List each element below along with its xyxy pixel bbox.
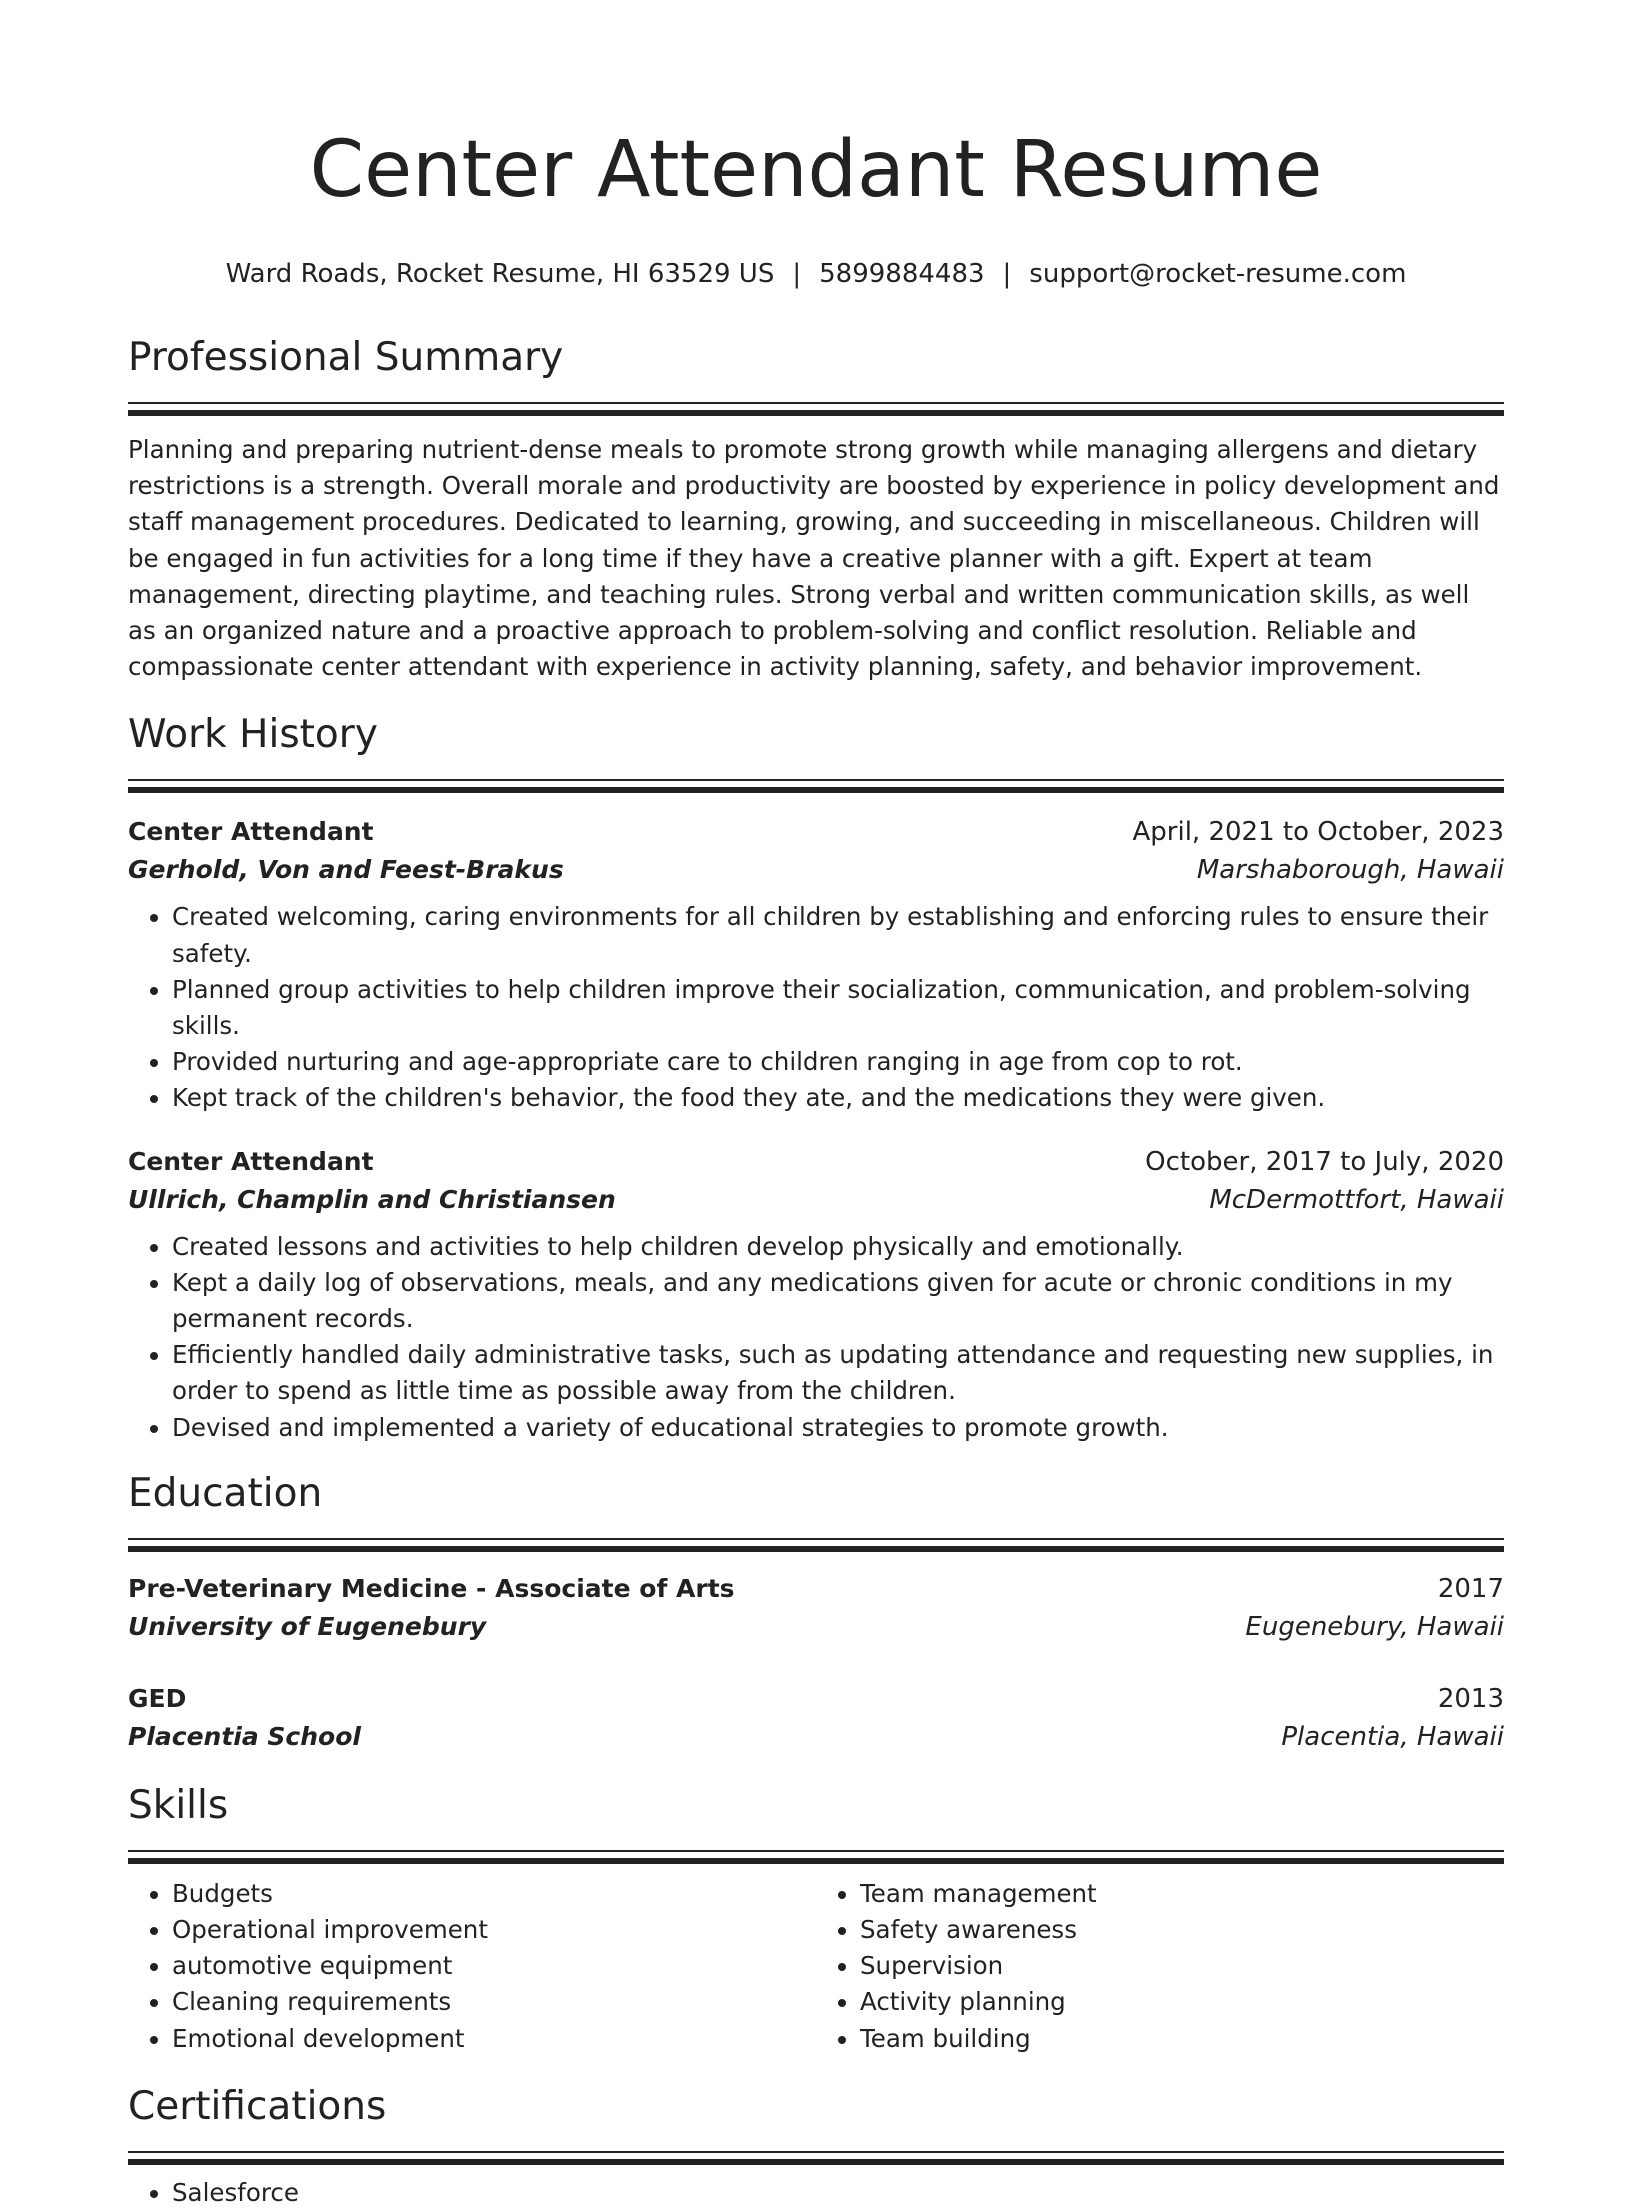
job-location: McDermottfort, Hawaii [1209, 1184, 1504, 1215]
job-title: Center Attendant [128, 1146, 374, 1176]
summary-section [128, 332, 1504, 685]
section-divider-thick [128, 787, 1504, 793]
section-divider [128, 1538, 1504, 1540]
education-header-row [128, 1570, 1504, 1608]
skills-list-left [128, 1876, 816, 2057]
job-company: Gerhold, Von and Feest-Brakus [128, 855, 564, 885]
education-degree: Pre-Veterinary Medicine - Associate of Arts [128, 1573, 735, 1603]
job-company: Ullrich, Champlin and Christiansen [128, 1184, 616, 1214]
list-item: • Planned group activities to help children improve their socialization, communication, and problem-solving skills. [172, 972, 1504, 1044]
summary-heading: Professional Summary [128, 335, 564, 380]
job-bullets [128, 899, 1504, 1116]
contact-address: Ward Roads, Rocket Resume, HI 63529 US [225, 259, 775, 289]
education-location: Eugenebury, Hawaii [1245, 1611, 1504, 1642]
certifications-section [128, 2081, 1504, 2211]
education-school: University of Eugenebury [128, 1611, 487, 1641]
list-item: • Devised and implemented a variety of educational strategies to promote growth. [172, 1410, 1504, 1446]
section-divider [128, 2151, 1504, 2153]
education-entry [128, 1680, 1504, 1756]
education-school: Placentia School [128, 1721, 361, 1751]
education-year: 2013 [1437, 1683, 1504, 1714]
section-divider [128, 402, 1504, 404]
job-location: Marshaborough, Hawaii [1196, 855, 1504, 886]
job-company-row [128, 851, 1504, 889]
skills-columns [128, 1876, 1504, 2057]
section-divider-thick [128, 2159, 1504, 2165]
list-item: • Team building [860, 2021, 1504, 2057]
job-header-row [128, 1143, 1504, 1181]
education-school-row [128, 1608, 1504, 1646]
list-item: • Activity planning [860, 1984, 1504, 2020]
section-divider-thick [128, 410, 1504, 416]
job-dates: April, 2021 to October, 2023 [1132, 817, 1504, 848]
contact-separator: | [1002, 259, 1012, 289]
job-entry [128, 813, 1504, 1116]
list-item: • Budgets [172, 1876, 816, 1912]
education-entry [128, 1570, 1504, 1646]
section-divider-thick [128, 1858, 1504, 1864]
list-item: • Created welcoming, caring environments for all children by establishing and enforcing rules to ensure their safety. [172, 899, 1504, 971]
section-divider [128, 779, 1504, 781]
list-item: • Salesforce [172, 2175, 1504, 2211]
list-item: • Supervision [860, 1948, 1504, 1984]
list-item: • Emotional development [172, 2021, 816, 2057]
education-school-row [128, 1718, 1504, 1756]
education-location: Placentia, Hawaii [1281, 1721, 1504, 1752]
section-divider [128, 1850, 1504, 1852]
work-history-heading: Work History [128, 712, 378, 758]
certifications-list [128, 2175, 1504, 2211]
list-item: • Team management [860, 1876, 1504, 1912]
list-item: • Operational improvement [172, 1912, 816, 1948]
job-dates: October, 2017 to July, 2020 [1145, 1146, 1504, 1177]
list-item: • Cleaning requirements [172, 1984, 816, 2020]
contact-separator: | [792, 259, 802, 289]
education-heading: Education [128, 1470, 323, 1516]
section-divider-thick [128, 1546, 1504, 1552]
certifications-heading: Certifications [128, 2083, 387, 2129]
job-title: Center Attendant [128, 817, 374, 847]
contact-email: support@rocket-resume.com [1029, 259, 1407, 289]
list-item: • Kept track of the children's behavior, the food they ate, and the medications they were given. [172, 1080, 1504, 1116]
education-year: 2017 [1437, 1573, 1504, 1604]
list-item: • Kept a daily log of observations, meals, and any medications given for acute or chronic conditions in my permanent records. [172, 1265, 1504, 1337]
list-item: • Provided nurturing and age-appropriate care to children ranging in age from cop to rot. [172, 1044, 1504, 1080]
list-item: • Efficiently handled daily administrative tasks, such as updating attendance and requesting new supplies, in order to spend as little time as possible away from the children. [172, 1337, 1504, 1409]
contact-phone: 5899884483 [819, 259, 985, 289]
education-section [128, 1468, 1504, 1756]
job-bullets [128, 1229, 1504, 1446]
summary-text: Planning and preparing nutrient-dense meals to promote strong growth while managing allergens and dietary restrictions is a strength. Overall morale and productivity are boosted by experience in policy development and staff management procedures. Dedicated to learning, growing, and succeeding in miscellaneous. Children will be engaged in fun activities for a long time if they have a creative planner with a gift. Expert at team management, directing playtime, and teaching rules. Strong verbal and written communication skills, as well as an organized nature and a proactive approach to problem-solving and conflict resolution. Reliable and compassionate center attendant with experience in activity planning, safety, and behavior improvement. [128, 435, 1500, 682]
skills-section [128, 1780, 1504, 2057]
skills-heading: Skills [128, 1782, 229, 1828]
list-item: • automotive equipment [172, 1948, 816, 1984]
list-item: • Created lessons and activities to help children develop physically and emotionally. [172, 1229, 1504, 1265]
contact-line [128, 254, 1504, 294]
work-history-section [128, 709, 1504, 1445]
job-header-row [128, 813, 1504, 851]
skills-list-right [816, 1876, 1504, 2057]
education-header-row [128, 1680, 1504, 1718]
page-title: Center Attendant Resume [309, 125, 1323, 215]
job-company-row [128, 1181, 1504, 1219]
job-entry [128, 1143, 1504, 1446]
list-item: • Safety awareness [860, 1912, 1504, 1948]
education-degree: GED [128, 1683, 187, 1713]
